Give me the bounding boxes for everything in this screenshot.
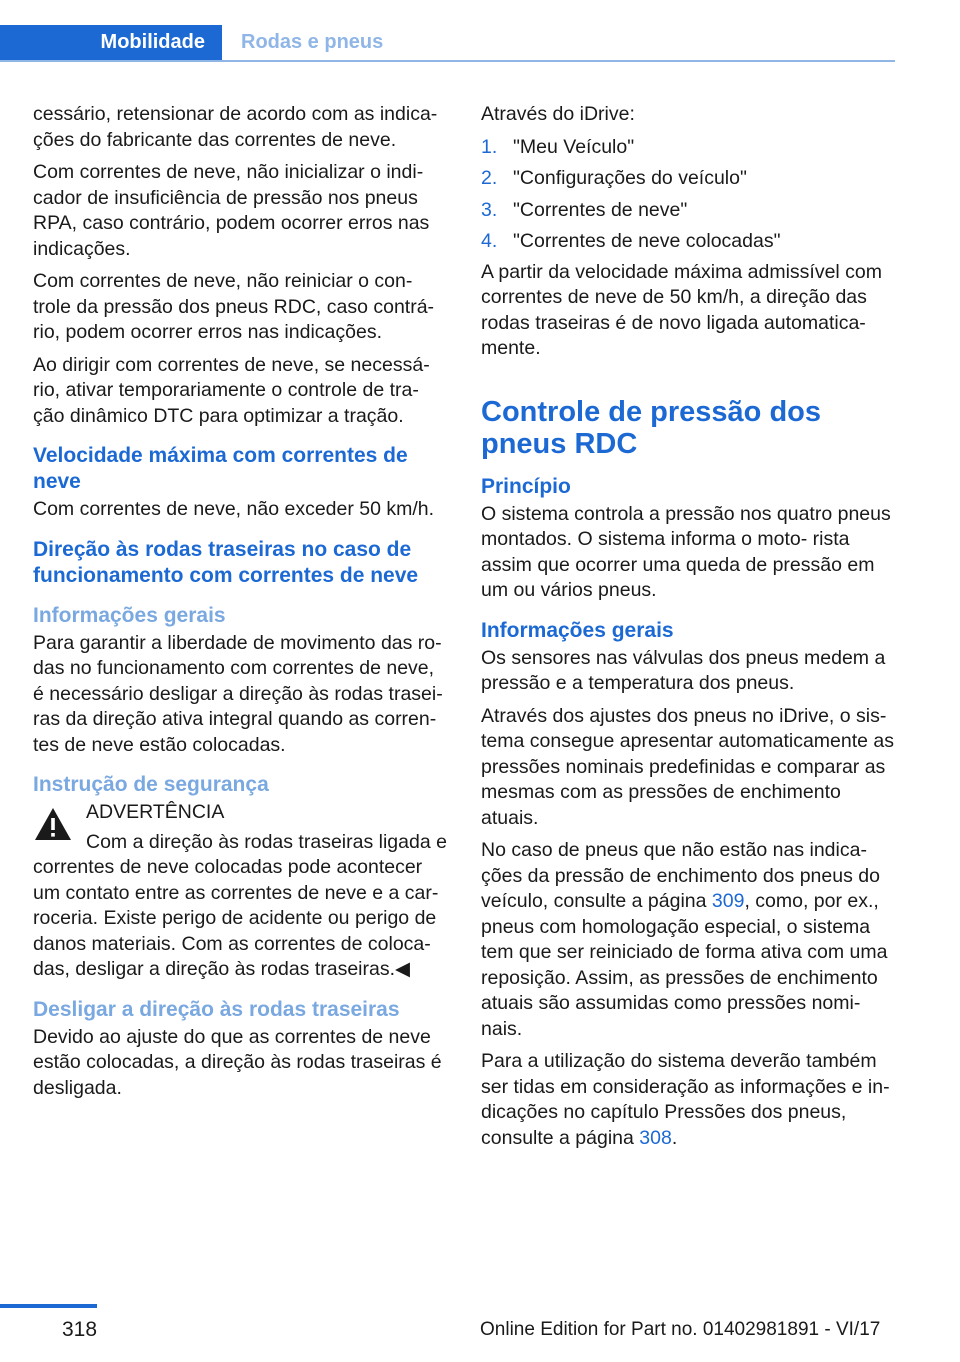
paragraph: Ao dirigir com correntes de neve, se necessá‐ rio, ativar temporariamente o controle de tra‐ ção dinâmico DTC para optimizar a tração. (33, 353, 430, 427)
warning-title: ADVERTÊNCIA (86, 801, 225, 823)
paragraph: Os sensores nas válvulas dos pneus medem a pressão e a temperatura dos pneus. (481, 646, 886, 694)
list-item (481, 132, 896, 164)
paragraph: Com correntes de neve, não exceder 50 km/h. (33, 498, 435, 520)
heading-rdc: Controle de pressão dos pneus RDC (481, 395, 822, 460)
warning-text: Com a direção às rodas traseiras ligada e correntes de neve colocadas pode acontecer um contato entre as correntes de neve e a car‐ roceria. Existe perigo de acidente ou perigo de danos materiais. Com as correntes de coloca‐ das, desligar a direção às rodas traseiras.◀ (33, 830, 447, 980)
step-text: "Correntes de neve colocadas" (513, 230, 781, 252)
paragraph: Através dos ajustes dos pneus no iDrive, o sis‐ tema consegue apresentar automaticamente as pressões nominais predefinidas e comparar as mesmas com as pressões de enchimento atuais. (481, 704, 894, 829)
tab-rodas-e-pneus[interactable] (222, 25, 383, 60)
step-number: 2. (481, 167, 498, 189)
paragraph: A partir da velocidade máxima admissível com correntes de neve de 50 km/h, a direção das rodas traseiras é de novo ligada automatica‐ mente. (481, 260, 882, 359)
paragraph (481, 838, 896, 1042)
paragraph: Devido ao ajuste do que as correntes de neve estão colocadas, a direção às rodas traseiras é desligada. (33, 1025, 442, 1099)
header-tabs (0, 25, 895, 62)
text-run: No caso de pneus que não estão nas indica‐ ções da pressão de enchimento dos pneus do veículo, consulte a página (481, 839, 880, 912)
page-number: 318 (62, 1318, 98, 1341)
page-link-308[interactable]: 308 (639, 1126, 672, 1149)
right-column (481, 102, 896, 1158)
text-run: . (671, 1126, 678, 1149)
steps-list (481, 132, 896, 258)
paragraph: Com correntes de neve, não inicializar o indi‐ cador de insuficiência de pressão nos pneus RPA, caso contrário, podem ocorrer erros nas indicações. (33, 161, 430, 260)
header-divider (0, 60, 895, 62)
list-item (481, 163, 896, 195)
tab-mobilidade[interactable] (0, 25, 222, 60)
heading-informacoes: Informações gerais (33, 603, 226, 627)
step-text: "Correntes de neve" (513, 198, 688, 221)
paragraph: Através do iDrive: (481, 103, 635, 125)
heading-principio: Princípio (481, 474, 571, 498)
paragraph: Para garantir a liberdade de movimento das ro‐ das no funcionamento com correntes de neve, é necessário desligar a direção às rodas trasei‐ ras da direção ativa integral quando as corren‐ tes de neve estão colocadas. (33, 631, 443, 756)
warning-triangle-icon (33, 806, 73, 842)
step-number: 4. (481, 230, 498, 252)
tab-rodas-label: Rodas e pneus (241, 31, 384, 53)
footer-accent-line (0, 1304, 97, 1308)
list-item (481, 226, 896, 258)
list-item (481, 195, 896, 227)
text-run: Para a utilização do sistema deverão também ser tidas em consideração as informações e in‐ dicações no capítulo Pressões dos pneus, consulte a página (481, 1050, 890, 1149)
step-number: 1. (481, 135, 498, 158)
heading-direcao: Direção às rodas traseiras no caso de funcionamento com correntes de neve (33, 537, 419, 587)
text-run: , como, por ex., pneus com homologação especial, o sistema tem que ser reiniciado de forma ativa com uma reposição. Assim, as pressões de enchimento atuais são assumidas como pressões nomi‐ nais. (481, 890, 888, 1040)
heading-desligar: Desligar a direção às rodas traseiras (33, 997, 400, 1021)
step-text: "Meu Veículo" (513, 135, 635, 158)
heading-seguranca: Instrução de segurança (33, 773, 269, 796)
page-link-309[interactable]: 309 (711, 890, 745, 912)
edition-note: Online Edition for Part no. 01402981891 - VI/17 (480, 1319, 881, 1340)
left-column (33, 102, 448, 1108)
step-text: "Configurações do veículo" (513, 167, 747, 189)
tab-mobilidade-label: Mobilidade (100, 31, 205, 53)
step-number: 3. (481, 198, 498, 221)
heading-velocidade: Velocidade máxima com correntes de neve (33, 444, 408, 493)
paragraph: Com correntes de neve, não reiniciar o con‐ trole da pressão dos pneus RDC, caso contrá‐ rio, podem ocorrer erros nas indicações. (33, 270, 435, 343)
paragraph (481, 1049, 896, 1151)
paragraph: O sistema controla a pressão nos quatro pneus montados. O sistema informa o moto‐ rista assim que ocorrer uma queda de pressão em um ou vários pneus. (481, 502, 891, 601)
heading-informacoes-right: Informações gerais (481, 618, 674, 642)
warning-block (33, 800, 448, 983)
paragraph: cessário, retensionar de acordo com as indica‐ ções do fabricante das correntes de neve. (33, 103, 438, 151)
